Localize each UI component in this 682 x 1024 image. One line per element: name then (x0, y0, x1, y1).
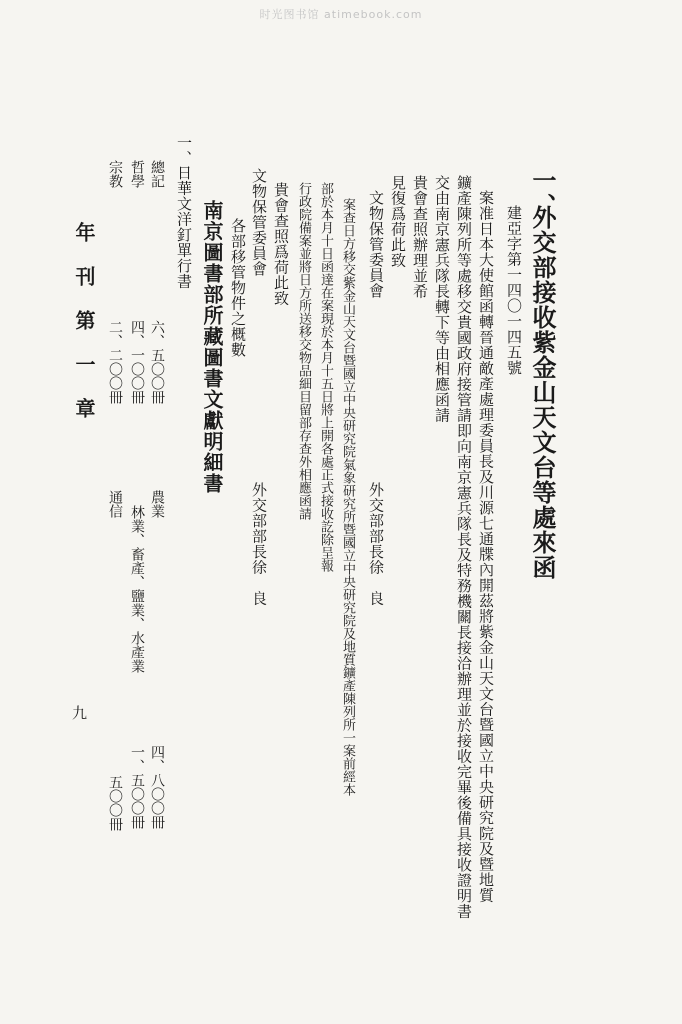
entry-label: 哲學 (129, 160, 145, 188)
entry-count: 五〇〇冊 (107, 775, 123, 831)
reply-line: 部於本月十日函達在案現於本月十五日將上開各處正式接收訖除呈報 (318, 182, 333, 572)
letter-line: 交由南京憲兵隊長轉下等由相應函請 (433, 175, 451, 423)
entry-label: 宗教 (107, 160, 123, 188)
entry-label: 通信 (107, 490, 123, 518)
reply-line: 案查日方移交紫金山天文台暨國立中央研究院氣象研究所暨國立中央研究院及地質鑛產陳列所一案前經本 (340, 198, 355, 796)
letter-line: 貴會查照辦理並希 (411, 175, 429, 299)
entry-label: 總記 (149, 160, 165, 188)
reply-line: 文物保管委員會 (250, 168, 268, 277)
page-title: 外交部接收紫金山天文台等處來函 (528, 205, 557, 580)
category-marker: 一、 (175, 135, 193, 166)
letter-line: 案准日本大使館函轉晉通敵產處理委員長及川源七通牒內開茲將紫金山天文台暨國立中央研究院及暨地質 (477, 190, 495, 903)
section-subheading: 各部移管物件之概數 (229, 218, 247, 358)
section-heading: 南京圖書部所藏圖書文獻明細書 (200, 200, 224, 494)
page-number: 九 (72, 704, 88, 722)
entry-count: 二、二〇〇冊 (107, 320, 123, 404)
entry-count: 一、五〇〇冊 (129, 745, 145, 829)
entry-label: 林業、畜產、鹽業、水產業 (129, 505, 145, 673)
reply-signer: 外交部部長徐 良 (250, 482, 268, 606)
title-marker: 一、 (528, 168, 557, 218)
entry-count: 四、一〇〇冊 (129, 320, 145, 404)
watermark: 时光图书馆 atimebook.com (259, 8, 423, 21)
reply-line: 貴會查照爲荷此致 (272, 182, 290, 306)
category-name: 日華文洋釘單行書 (175, 165, 193, 289)
reply-line: 行政院備案並將日方所送移交物品細目留部存查外相應函請 (296, 182, 311, 520)
entry-count: 四、八〇〇冊 (149, 745, 165, 829)
reference-number: 建亞字第一四〇一四五號 (505, 205, 523, 376)
letter-signer: 外交部部長徐 良 (367, 482, 385, 606)
entry-label: 農業 (149, 490, 165, 518)
entry-count: 六、五〇〇冊 (149, 320, 165, 404)
letter-line: 鑛產陳列所等處移交貴國政府接管請即向南京憲兵隊長及特務機關長接洽辦理並於接收完畢後備具接收證明書 (455, 175, 473, 919)
letter-line: 見復爲荷此致 (389, 175, 407, 268)
running-title: 年刊第一章 (72, 222, 96, 442)
letter-line: 文物保管委員會 (367, 190, 385, 299)
